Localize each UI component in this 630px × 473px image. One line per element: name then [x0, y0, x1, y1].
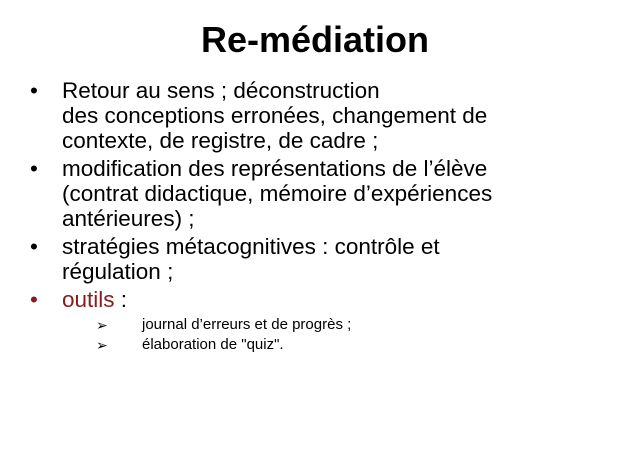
bullet-text-line: (contrat didactique, mémoire d’expériences — [62, 181, 493, 206]
sub-item-text: élaboration de "quiz". — [142, 336, 284, 353]
bullet-item-outils — [28, 287, 608, 355]
bullet-text-line: stratégies métacognitives : contrôle et — [62, 234, 440, 259]
bullet-text-line: modification des représentations de l’élève — [62, 156, 488, 181]
arrow-bullet-icon: ➢ — [96, 337, 108, 353]
accent-word: outils — [62, 287, 115, 312]
bullet-text-line: Retour au sens ; déconstruction — [62, 78, 380, 103]
bullet-text-line: des conceptions erronées, changement de — [62, 103, 488, 128]
sub-item — [62, 335, 608, 355]
bullet-text-line: contexte, de registre, de cadre ; — [62, 128, 379, 153]
bullet-marker: • — [30, 234, 38, 259]
sub-item-text: journal d’erreurs et de progrès ; — [142, 316, 352, 333]
bullet-marker: • — [30, 287, 38, 312]
bullet-item — [28, 156, 608, 231]
bullet-list — [28, 78, 608, 358]
bullet-marker: • — [30, 156, 38, 181]
sub-item — [62, 315, 608, 335]
arrow-bullet-icon: ➢ — [96, 317, 108, 333]
bullet-item — [28, 234, 608, 284]
bullet-text-line: antérieures) ; — [62, 206, 195, 231]
bullet-item — [28, 78, 608, 153]
bullet-marker: • — [30, 78, 38, 103]
sub-list — [62, 315, 608, 355]
slide-title: Re-médiation — [200, 19, 430, 60]
bullet-suffix: : — [114, 287, 128, 312]
bullet-text-line: régulation ; — [62, 259, 174, 284]
